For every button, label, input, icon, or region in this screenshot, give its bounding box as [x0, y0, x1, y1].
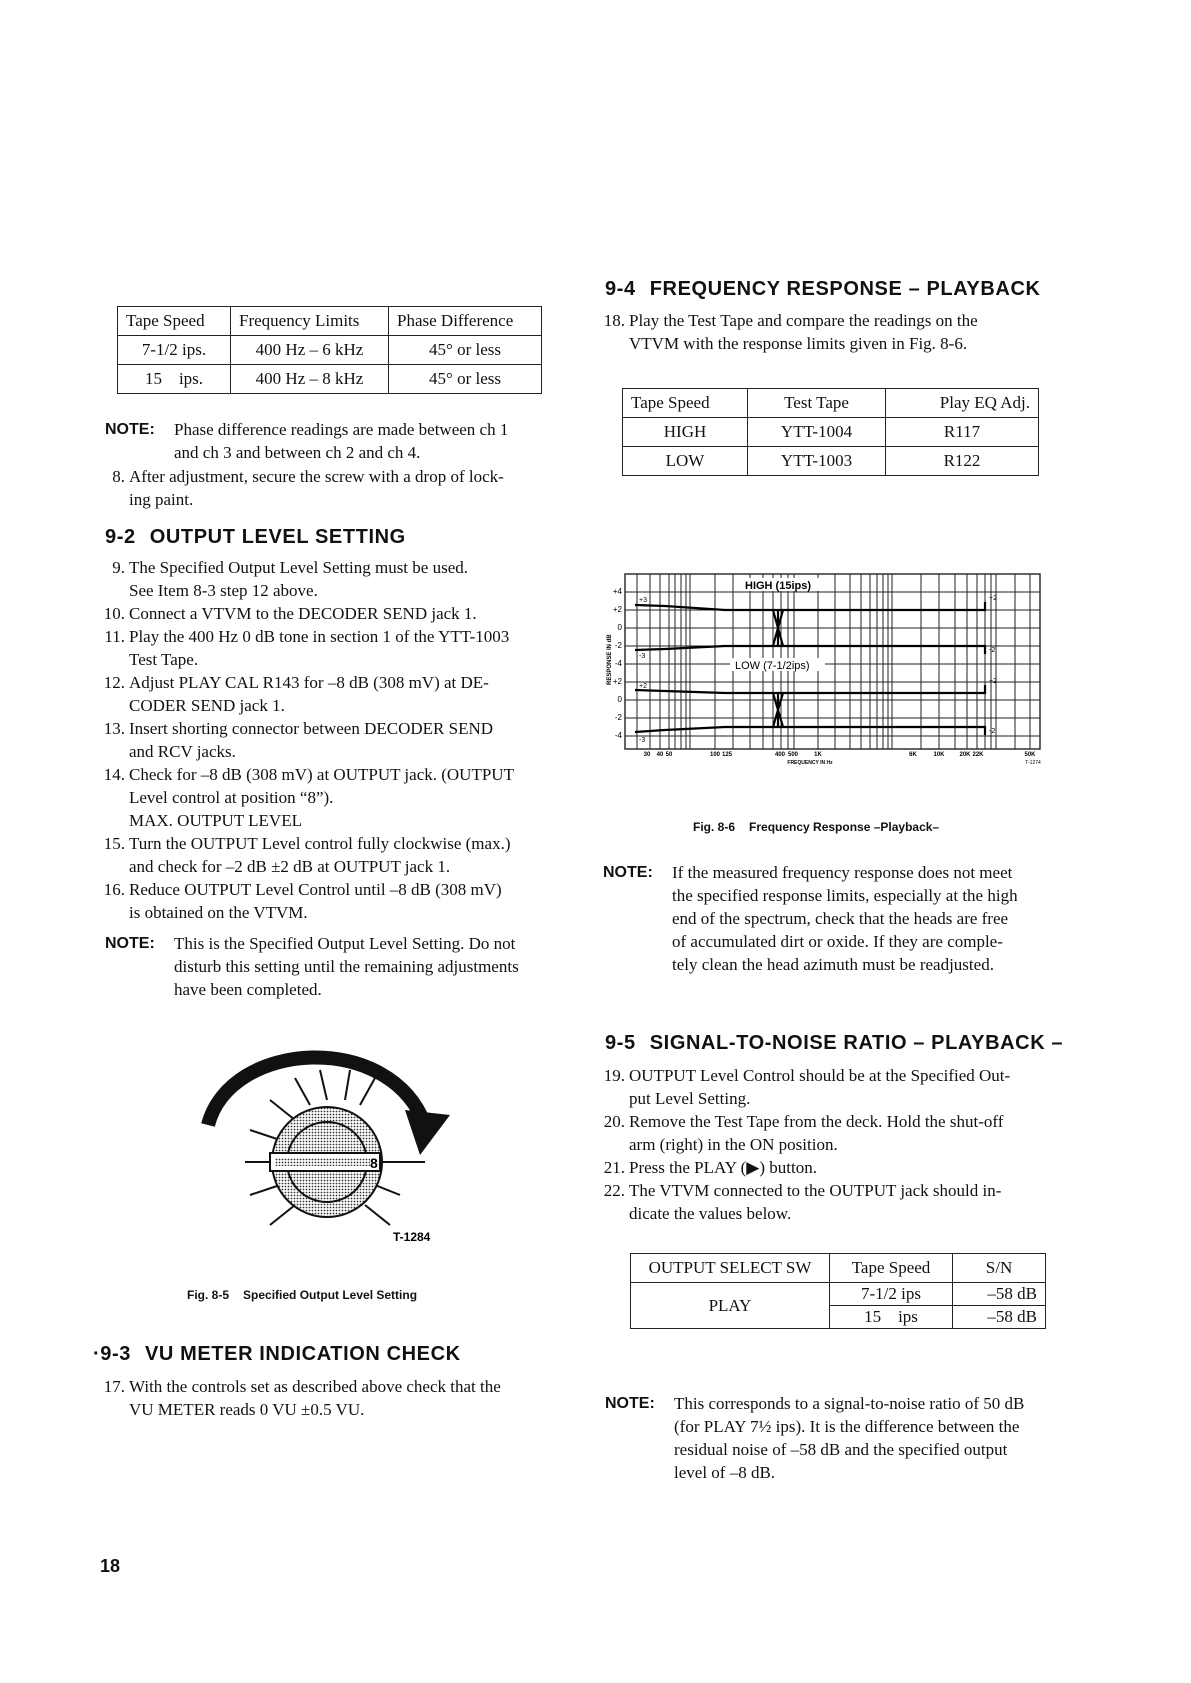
list-item	[595, 1110, 1075, 1156]
x-tick-label: 20K	[959, 752, 971, 758]
step-text: After adjustment, secure the screw with a drop of lock-	[129, 467, 504, 486]
step-number: 8.	[112, 467, 125, 486]
table-header: Tape Speed	[830, 1254, 953, 1283]
list-item	[95, 763, 575, 832]
note-text: This corresponds to a signal-to-noise ratio of 50 dB	[674, 1394, 1025, 1413]
list-item	[595, 1064, 1075, 1110]
note-text: level of –8 dB.	[674, 1463, 776, 1482]
step-text: Turn the OUTPUT Level control fully clockwise (max.)	[129, 834, 511, 853]
section-number: 9-5	[605, 1032, 636, 1054]
list-item	[95, 832, 575, 878]
note-text: disturb this setting until the remaining adjustments	[174, 957, 519, 976]
step-text: Connect a VTVM to the DECODER SEND jack 1.	[129, 604, 477, 623]
step-text: With the controls set as described above check that the	[129, 1377, 501, 1396]
figure-caption-8-5	[187, 1288, 417, 1302]
x-axis-title: FREQUENCY IN Hz	[787, 760, 833, 765]
high-curve-label: HIGH (15ips)	[745, 580, 812, 592]
list-item	[95, 878, 575, 924]
sn-ratio-table	[630, 1253, 1046, 1329]
note-sn	[605, 1392, 1075, 1484]
x-tick-label: 125	[721, 752, 733, 758]
low-limit-lines	[635, 685, 985, 735]
step-text: The VTVM connected to the OUTPUT jack should in-	[629, 1181, 1002, 1200]
steps-9-2	[95, 556, 575, 924]
x-tick-label: 1K	[814, 752, 822, 758]
section-number: ·9-3	[93, 1343, 131, 1365]
section-title: SIGNAL-TO-NOISE RATIO – PLAYBACK –	[649, 1032, 1064, 1054]
step-text: put Level Setting.	[629, 1089, 751, 1108]
step-number: 18.	[603, 311, 625, 330]
note-text: end of the spectrum, check that the heads are free	[672, 909, 1009, 928]
note-text: of accumulated dirt or oxide. If they are comple-	[672, 932, 1003, 951]
y-tick-label: 0	[617, 623, 622, 632]
output-level-knob-figure	[200, 1050, 470, 1255]
limit-mark: +3	[639, 597, 647, 604]
limit-mark: +2	[989, 595, 997, 602]
table-cell: 7-1/2 ips	[830, 1283, 953, 1306]
x-tick-label: 6K	[909, 752, 917, 758]
y-tick-label: -4	[614, 659, 622, 668]
table-cell: LOW	[623, 447, 748, 476]
step-text: ing paint.	[129, 490, 194, 509]
step-text: is obtained on the VTVM.	[129, 903, 308, 922]
section-heading-9-5	[605, 1032, 1063, 1055]
table-header: OUTPUT SELECT SW	[631, 1254, 830, 1283]
x-tick-label: 500	[787, 752, 799, 758]
list-item	[595, 1179, 1075, 1225]
x-tick-label: 50K	[1024, 752, 1036, 758]
figure-number: Fig. 8-5	[187, 1288, 230, 1302]
step-number: 12.	[103, 673, 125, 692]
section-title: OUTPUT LEVEL SETTING	[149, 526, 406, 548]
note-text: (for PLAY 7½ ips). It is the difference between the	[674, 1417, 1020, 1436]
figure-caption-text: Frequency Response –Playback–	[749, 820, 940, 834]
table-cell: –58 dB	[953, 1283, 1046, 1306]
step-text: and RCV jacks.	[129, 742, 236, 761]
table-cell: 15 ips.	[118, 365, 231, 394]
step-number: 16.	[103, 880, 125, 899]
list-item	[95, 625, 575, 671]
note-label: NOTE:	[605, 1395, 655, 1412]
limit-mark: -2	[989, 647, 996, 654]
list-item	[595, 1156, 1075, 1179]
limit-mark: +2	[989, 678, 997, 685]
figure-number: Fig. 8-6	[693, 820, 736, 834]
step-text: OUTPUT Level Control should be at the Specified Out-	[629, 1066, 1011, 1085]
table-header: Tape Speed	[623, 389, 748, 418]
limit-mark: -3	[639, 737, 646, 744]
step-number: 13.	[103, 719, 125, 738]
section-title: VU METER INDICATION CHECK	[144, 1343, 461, 1365]
y-tick-label: +4	[612, 587, 622, 596]
x-tick-label: 50	[665, 752, 673, 758]
figure-caption-8-6	[693, 820, 939, 834]
step-number: 19.	[603, 1066, 625, 1085]
list-item	[95, 717, 575, 763]
step-17	[95, 1375, 575, 1421]
y-tick-label: -2	[614, 713, 622, 722]
y-tick-label: 0	[617, 695, 622, 704]
step-number: 11.	[104, 627, 125, 646]
table-cell: R122	[886, 447, 1039, 476]
section-number: 9-2	[105, 526, 136, 548]
step-text: Adjust PLAY CAL R143 for –8 dB (308 mV) at DE-	[129, 673, 489, 692]
table-cell: 15 ips	[830, 1306, 953, 1329]
step-text: Play the Test Tape and compare the readings on the	[629, 311, 978, 330]
table-header: Play EQ Adj.	[886, 389, 1039, 418]
step-text: Press the PLAY (▶) button.	[629, 1158, 817, 1177]
step-text: Reduce OUTPUT Level Control until –8 dB (308 mV)	[129, 880, 502, 899]
step-text: The Specified Output Level Setting must be used.	[129, 558, 468, 577]
step-text: dicate the values below.	[629, 1204, 792, 1223]
step-number: 20.	[603, 1112, 625, 1131]
table-cell: 45° or less	[389, 336, 542, 365]
section-number: 9-4	[605, 278, 636, 300]
note-text: Phase difference readings are made between ch 1	[174, 420, 509, 439]
table-cell: R117	[886, 418, 1039, 447]
note-label: NOTE:	[105, 935, 155, 952]
limit-mark: +2	[639, 683, 647, 690]
table-cell: YTT-1004	[748, 418, 886, 447]
x-tick-label: 22K	[972, 752, 984, 758]
low-curve-label: LOW (7-1/2ips)	[735, 660, 810, 672]
figure-code: T-1274	[1025, 760, 1041, 765]
step-text: Test Tape.	[129, 650, 199, 669]
note-text: If the measured frequency response does not meet	[672, 863, 1013, 882]
step-text: See Item 8-3 step 12 above.	[129, 581, 318, 600]
table-cell: HIGH	[623, 418, 748, 447]
step-text: Play the 400 Hz 0 dB tone in section 1 of the YTT-1003	[129, 627, 510, 646]
y-axis-title: RESPONSE IN dB	[607, 634, 613, 685]
x-tick-label: 40	[656, 752, 664, 758]
table-cell: –58 dB	[953, 1306, 1046, 1329]
y-tick-label: -2	[614, 641, 622, 650]
list-item	[95, 556, 575, 602]
step-number: 10.	[103, 604, 125, 623]
x-tick-label: 30	[643, 752, 651, 758]
table-cell: 45° or less	[389, 365, 542, 394]
step-18	[595, 309, 1075, 355]
x-tick-label: 100	[709, 752, 721, 758]
note-text: residual noise of –58 dB and the specified output	[674, 1440, 1008, 1459]
table-cell: YTT-1003	[748, 447, 886, 476]
step-number: 22.	[603, 1181, 625, 1200]
step-number: 14.	[103, 765, 125, 784]
step-text: CODER SEND jack 1.	[129, 696, 285, 715]
note-phase	[105, 418, 575, 464]
list-item	[95, 671, 575, 717]
knob-position-label: 8	[370, 1155, 378, 1171]
table-header: Tape Speed	[118, 307, 231, 336]
note-label: NOTE:	[603, 864, 653, 881]
table-cell: 400 Hz – 6 kHz	[231, 336, 389, 365]
table-header: Frequency Limits	[231, 307, 389, 336]
x-tick-label: 400	[774, 752, 786, 758]
table-cell: 400 Hz – 8 kHz	[231, 365, 389, 394]
y-tick-label: +2	[612, 605, 622, 614]
x-tick-label: 10K	[933, 752, 945, 758]
note-text: have been completed.	[174, 980, 322, 999]
section-heading-9-2	[105, 526, 406, 549]
step-text: MAX. OUTPUT LEVEL	[129, 811, 302, 830]
table-header: Phase Difference	[389, 307, 542, 336]
step-text: Level control at position “8”).	[129, 788, 334, 807]
table-header: S/N	[953, 1254, 1046, 1283]
frequency-response-figure	[605, 570, 1045, 765]
y-tick-label: -4	[614, 731, 622, 740]
note-text: the specified response limits, especially at the high	[672, 886, 1018, 905]
limit-mark: -3	[639, 653, 646, 660]
play-eq-table	[622, 388, 1039, 476]
section-heading-9-3	[93, 1343, 461, 1366]
steps-9-5	[595, 1064, 1075, 1225]
table-header: Test Tape	[748, 389, 886, 418]
step-text: Insert shorting connector between DECODER SEND	[129, 719, 494, 738]
figure-code: T-1284	[393, 1230, 431, 1244]
figure-caption-text: Specified Output Level Setting	[243, 1288, 418, 1302]
section-title: FREQUENCY RESPONSE – PLAYBACK	[649, 278, 1041, 300]
note-text: This is the Specified Output Level Setting. Do not	[174, 934, 516, 953]
step-number: 9.	[112, 558, 125, 577]
phase-difference-table	[117, 306, 542, 394]
step-number: 17.	[103, 1377, 125, 1396]
step-8	[95, 465, 575, 511]
note-label: NOTE:	[105, 421, 155, 438]
step-text: VU METER reads 0 VU ±0.5 VU.	[129, 1400, 365, 1419]
page-number: 18	[100, 1556, 121, 1576]
note-freq	[603, 861, 1073, 976]
y-tick-label: +2	[612, 677, 622, 686]
note-text: tely clean the head azimuth must be readjusted.	[672, 955, 994, 974]
note-text: and ch 3 and between ch 2 and ch 4.	[174, 443, 421, 462]
table-cell: 7-1/2 ips.	[118, 336, 231, 365]
step-text: Remove the Test Tape from the deck. Hold the shut-off	[629, 1112, 1004, 1131]
table-cell: PLAY	[631, 1283, 830, 1329]
step-text: arm (right) in the ON position.	[629, 1135, 838, 1154]
limit-mark: -2	[989, 728, 996, 735]
list-item	[95, 602, 575, 625]
step-number: 15.	[103, 834, 125, 853]
section-heading-9-4	[605, 278, 1041, 301]
step-text: VTVM with the response limits given in Fig. 8-6.	[629, 334, 968, 353]
step-text: Check for –8 dB (308 mV) at OUTPUT jack. (OUTPUT	[129, 765, 514, 784]
step-text: and check for –2 dB ±2 dB at OUTPUT jack 1.	[129, 857, 451, 876]
note-spec	[105, 932, 575, 1001]
step-number: 21.	[603, 1158, 625, 1177]
